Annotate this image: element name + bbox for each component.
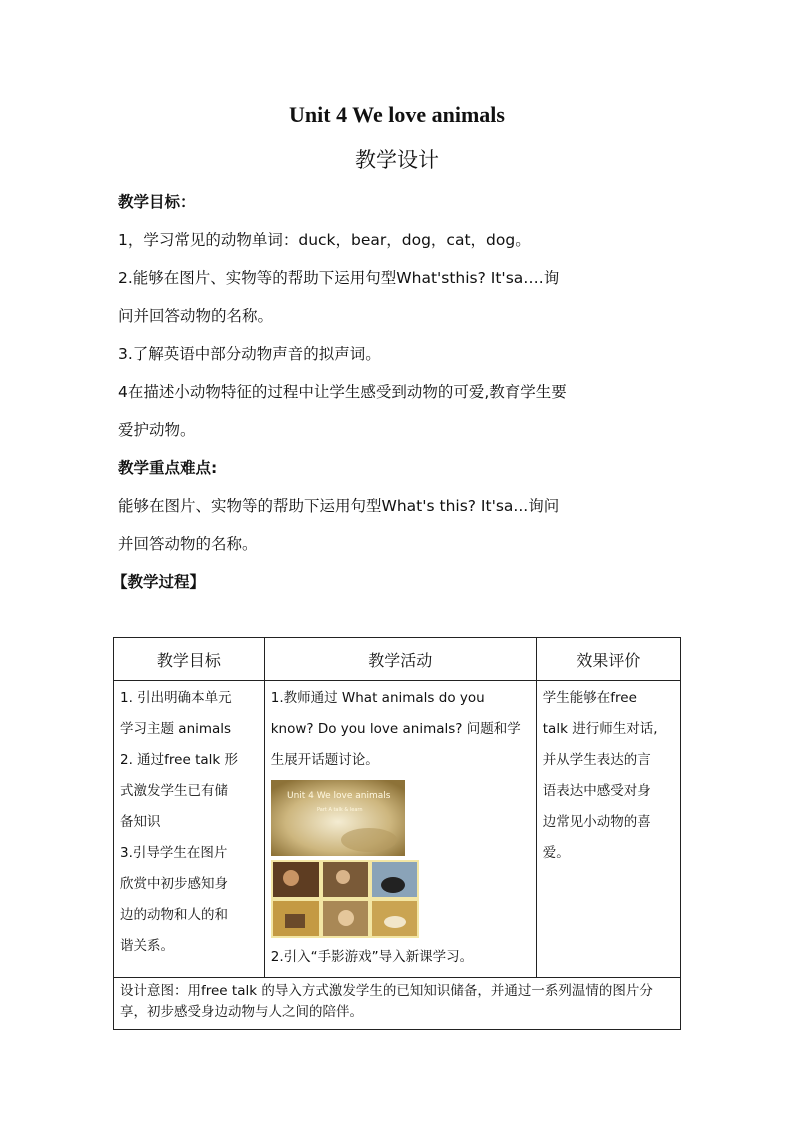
goal-cell-line: 备知识 xyxy=(120,814,161,830)
goal-line: 2.能够在图片、实物等的帮助下运用句型What'sthis? It'sa….询 xyxy=(118,269,560,287)
goal-line: 爱护动物。 xyxy=(118,421,196,439)
evaluation-cell xyxy=(536,681,680,978)
lesson-process-table xyxy=(113,637,681,1030)
activity-line: 生展开话题讨论。 xyxy=(270,752,379,768)
evaluation-line: 边常见小动物的喜 xyxy=(542,814,651,830)
evaluation-line: talk 进行师生对话, xyxy=(542,721,658,737)
document-body xyxy=(112,183,678,601)
goal-line: 问并回答动物的名称。 xyxy=(118,307,274,325)
process-heading: 【教学过程】 xyxy=(112,573,206,591)
activity-line: 1.教师通过 What animals do you xyxy=(270,690,485,706)
goal-cell-line: 边的动物和人的和 xyxy=(120,907,228,923)
table-row xyxy=(114,978,681,1030)
goal-cell-line: 3.引导学生在图片 xyxy=(120,845,228,861)
animal-photo-collage xyxy=(271,860,419,938)
header-goal: 教学目标 xyxy=(114,638,265,681)
goals-heading: 教学目标： xyxy=(118,193,196,211)
slide-subtitle: Part A talk & learn xyxy=(316,807,363,813)
goal-cell xyxy=(114,681,265,978)
table-row xyxy=(114,681,681,978)
document-subtitle: 教学设计 xyxy=(355,148,439,172)
goal-cell-line: 谐关系。 xyxy=(120,938,174,954)
title-slide-thumbnail xyxy=(271,780,405,856)
key-points-line: 并回答动物的名称。 xyxy=(118,535,258,553)
goal-line: 4在描述小动物特征的过程中让学生感受到动物的可爱,教育学生要 xyxy=(118,383,567,401)
goal-cell-line: 欣赏中初步感知身 xyxy=(120,876,228,892)
header-activity: 教学活动 xyxy=(264,638,536,681)
evaluation-line: 语表达中感受对身 xyxy=(542,783,651,799)
key-points-heading: 教学重点难点: xyxy=(118,459,218,477)
goal-cell-line: 1. 引出明确本单元 xyxy=(120,690,232,706)
evaluation-line: 并从学生表达的言 xyxy=(542,752,651,768)
design-intent-note: 设计意图：用free talk 的导入方式激发学生的已知知识储备，并通过一系列温情的图片分享，初步感受身边动物与人之间的陪伴。 xyxy=(114,978,681,1030)
document-title: Unit 4 We love animals xyxy=(289,102,505,127)
slide-title: Unit 4 We love animals xyxy=(286,791,391,801)
goal-line: 1，学习常见的动物单词：duck，bear，dog，cat，dog。 xyxy=(118,231,531,249)
activity-cell xyxy=(264,681,536,978)
evaluation-line: 爱。 xyxy=(542,845,570,861)
table-header-row xyxy=(114,638,681,681)
activity-line: know? Do you love animals? 问题和学 xyxy=(270,721,521,737)
goal-cell-line: 2. 通过free talk 形 xyxy=(120,752,239,768)
goal-cell-line: 学习主题 animals xyxy=(120,721,232,737)
evaluation-line: 学生能够在free xyxy=(542,690,637,706)
goal-line: 3.了解英语中部分动物声音的拟声词。 xyxy=(118,345,381,363)
goal-cell-line: 式激发学生已有储 xyxy=(120,783,228,799)
header-evaluation: 效果评价 xyxy=(536,638,680,681)
key-points-line: 能够在图片、实物等的帮助下运用句型What's this? It'sa...询问 xyxy=(118,497,560,515)
activity-step-2: 2.引入“手影游戏”导入新课学习。 xyxy=(270,949,474,965)
